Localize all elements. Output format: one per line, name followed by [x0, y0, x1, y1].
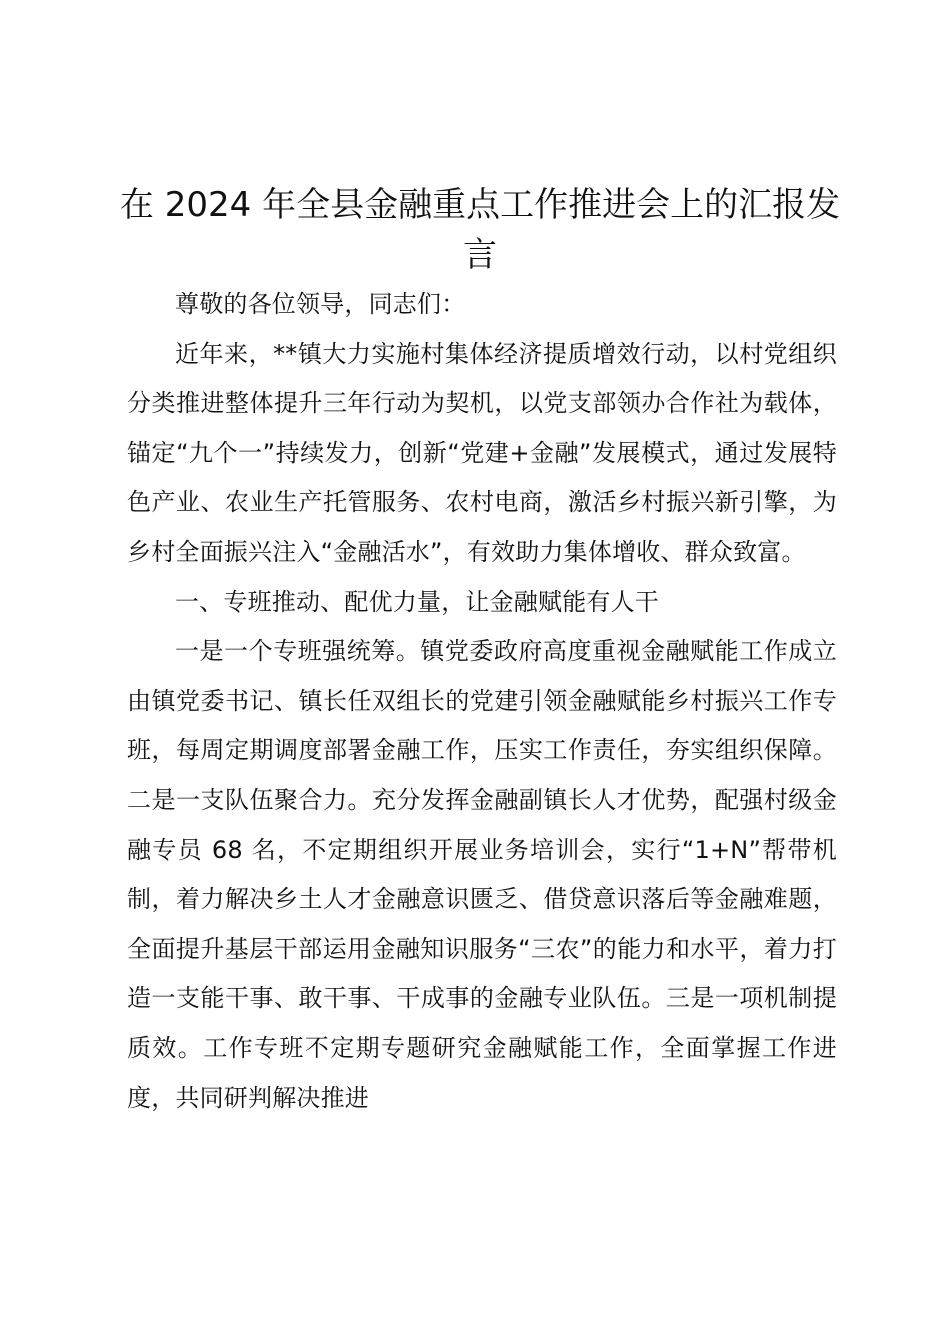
section-heading-1: 一、专班推动、配优力量，让金融赋能有人干 [175, 587, 659, 616]
document-body [127, 280, 837, 1123]
salutation: 尊敬的各位领导，同志们： [175, 290, 466, 318]
section-1-paragraph: 一是一个专班强统筹。镇党委政府高度重视金融赋能工作成立由镇党委书记、镇长任双组长的党建引领金融赋能乡村振兴工作专班，每周定期调度部署金融工作，压实工作责任，夯实组织保障。二是一支队伍聚合力。充分发挥金融副镇长人才优势，配强村级金融专员 68 名，不定期组织开展业务培训会，实行“1+N”帮带机制，着力解决乡土人才金融意识匮乏、借贷意识落后等金融难题，全面提升基层干部运用金融知识服务“三农”的能力和水平，着力打造一支能干事、敢干事、干成事的金融专业队伍。三是一项机制提质效。工作专班不定期专题研究金融赋能工作，全面掌握工作进度，共同研判解决推进 [127, 637, 837, 1112]
intro-paragraph: 近年来，**镇大力实施村集体经济提质增效行动，以村党组织分类推进整体提升三年行动为契机，以党支部领办合作社为载体，锚定“九个一”持续发力，创新“党建+金融”发展模式，通过发展特色产业、农业生产托管服务、农村电商，激活乡村振兴新引擎，为乡村全面振兴注入“金融活水”，有效助力集体增收、群众致富。 [127, 339, 837, 566]
document-title: 在 2024 年全县金融重点工作推进会上的汇报发言 [119, 185, 841, 275]
